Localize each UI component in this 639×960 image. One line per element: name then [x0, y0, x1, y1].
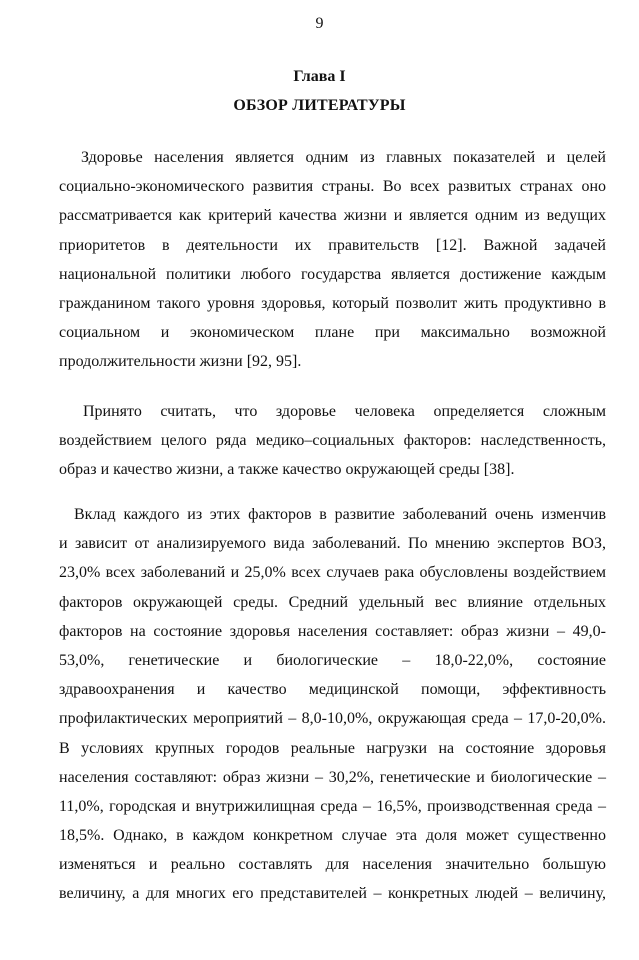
paragraph-1: [59, 143, 606, 377]
section-title: ОБЗОР ЛИТЕРАТУРЫ: [233, 97, 406, 114]
paragraph-line: социальном и экономическом плане при максимально возможной: [59, 324, 606, 342]
paragraph-line: В условиях крупных городов реальные нагрузки на состояние здоровья: [59, 739, 606, 757]
paragraph-line: Здоровье населения является одним из главных показателей и целей: [81, 149, 606, 166]
page-number: 9: [315, 15, 324, 32]
paragraph-line: 23,0% всех заболеваний и 25,0% всех случаев рака обусловлены воздействием: [59, 564, 606, 582]
chapter-heading: Глава I: [293, 68, 346, 85]
paragraph-2: [59, 397, 606, 485]
paragraph-line: 18,5%. Однако, в каждом конкретном случае эта доля может существенно: [59, 827, 606, 845]
paragraph-line: профилактических мероприятий – 8,0-10,0%, окружающая среда – 17,0-20,0%.: [59, 710, 606, 728]
paragraph-line: Принято считать, что здоровье человека определяется сложным: [83, 403, 606, 420]
paragraph-line: факторов окружающей среды. Средний удельный вес влияние отдельных: [59, 593, 606, 611]
paragraph-line: и зависит от анализируемого вида заболеваний. По мнению экспертов ВОЗ,: [59, 535, 606, 553]
paragraph-line: воздействием целого ряда медико–социальных факторов: наследственность,: [59, 432, 606, 450]
paragraph-line: приоритетов в деятельности их правительств [12]. Важной задачей: [59, 236, 606, 254]
paragraph-line: рассматривается как критерий качества жизни и является одним из ведущих: [59, 207, 606, 225]
paragraph-line: 53,0%, генетические и биологические – 18,0-22,0%, состояние: [59, 651, 606, 669]
paragraph-line: 11,0%, городская и внутрижилищная среда – 16,5%, производственная среда –: [59, 797, 606, 815]
paragraph-line: образ и качество жизни, а также качество окружающей среды [38].: [59, 461, 515, 479]
paragraph-line: социально-экономического развития страны. Во всех развитых странах оно: [59, 178, 606, 196]
paragraph-line: продолжительности жизни [92, 95].: [59, 353, 302, 371]
paragraph-line: здравоохранения и качество медицинской помощи, эффективность: [59, 681, 606, 699]
paragraph-line: населения составляют: образ жизни – 30,2%, генетические и биологические –: [59, 768, 606, 786]
paragraph-line: изменяться и реально составлять для населения значительно большую: [59, 856, 606, 874]
paragraph-line: факторов на состояние здоровья населения составляет: образ жизни – 49,0-: [59, 622, 606, 640]
paragraph-line: величину, а для многих его представителей – конкретных людей – величину,: [59, 885, 606, 903]
paragraph-line: гражданином такого уровня здоровья, который позволит жить продуктивно в: [59, 294, 606, 312]
paragraph-3: [59, 500, 606, 909]
paragraph-line: национальной политики любого государства является достижение каждым: [59, 265, 606, 283]
paragraph-line: Вклад каждого из этих факторов в развитие заболеваний очень изменчив: [74, 506, 606, 523]
